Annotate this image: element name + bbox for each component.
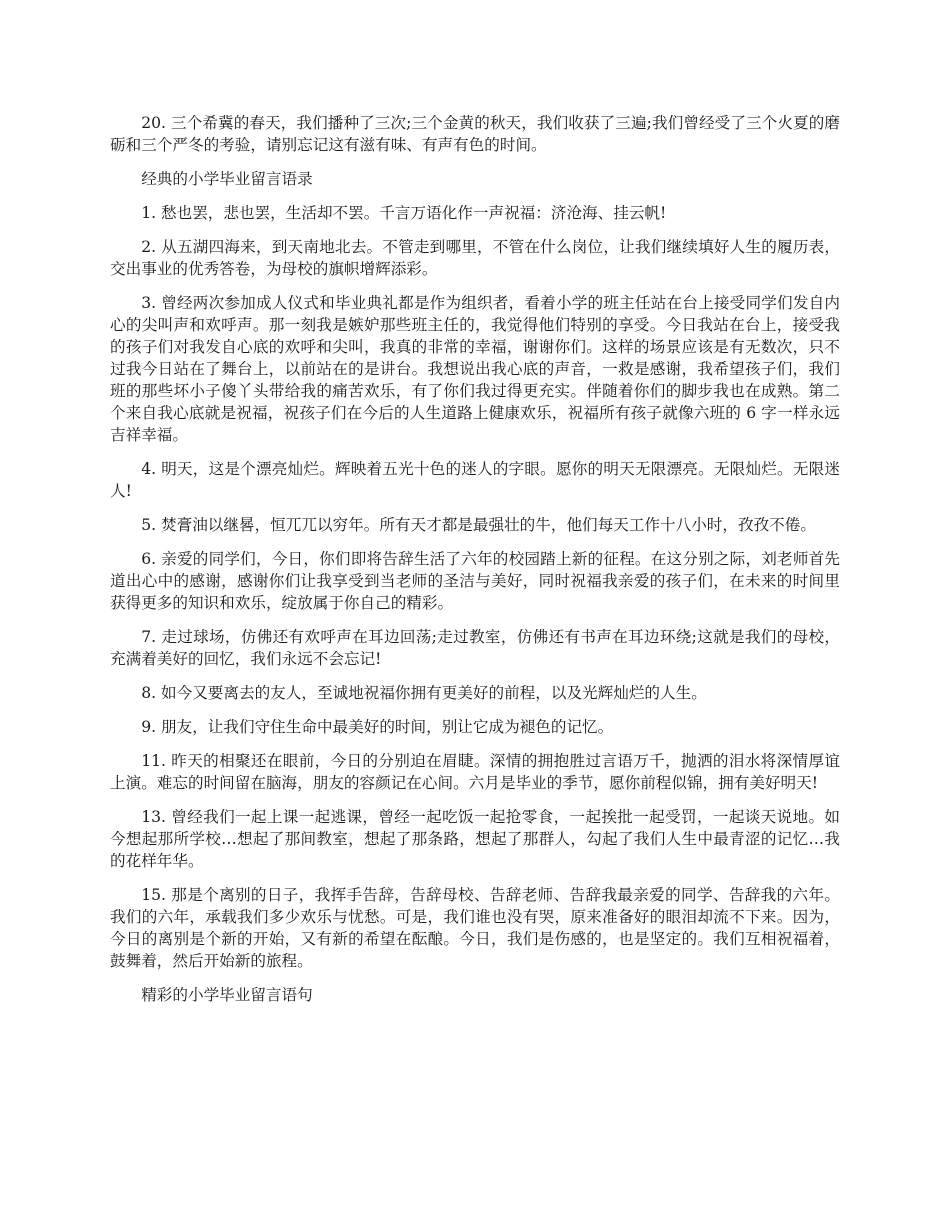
paragraph-7: 7. 走过球场，仿佛还有欢呼声在耳边回荡;走过教室，仿佛还有书声在耳边环绕;这就是我们的母校，充满着美好的回忆，我们永远不会忘记! [110,628,840,668]
paragraph-8: 8. 如今又要离去的友人，至诚地祝福你拥有更美好的前程，以及光辉灿烂的人生。 [141,684,707,702]
paragraph-2: 2. 从五湖四海来，到天南地北去。不管走到哪里，不管在什么岗位，让我们继续填好人生的履历表，交出事业的优秀答卷，为母校的旗帜增辉添彩。 [110,238,840,278]
paragraph-11: 11. 昨天的相聚还在眼前，今日的分别迫在眉睫。深情的拥抱胜过言语万千，抛洒的泪水将深情厚谊上演。难忘的时间留在脑海，朋友的容颜记在心间。六月是毕业的季节，愿你前程似锦，拥有美好明天! [110,752,840,792]
paragraph-20: 20. 三个希冀的春天，我们播种了三次;三个金黄的秋天，我们收获了三遍;我们曾经受了三个火夏的磨砺和三个严冬的考验，请别忘记这有滋有味、有声有色的时间。 [110,114,840,154]
paragraph-4: 4. 明天，这是个漂亮灿烂。辉映着五光十色的迷人的字眼。愿你的明天无限漂亮。无限灿烂。无限迷人! [110,460,840,500]
paragraph-15: 15. 那是个离别的日子，我挥手告辞，告辞母校、告辞老师、告辞我最亲爱的同学、告辞我的六年。我们的六年，承载我们多少欢乐与忧愁。可是，我们谁也没有哭，原来准备好的眼泪却流不下来。因为，今日的离别是个新的开始，又有新的希望在酝酿。今日，我们是伤感的，也是坚定的。我们互相祝福着，鼓舞着，然后开始新的旅程。 [110,886,840,970]
paragraph-5: 5. 焚膏油以继晷，恒兀兀以穷年。所有天才都是最强壮的牛，他们每天工作十八小时，孜孜不倦。 [141,516,816,534]
document-page [110,112,840,1018]
paragraph-13: 13. 曾经我们一起上课一起逃课，曾经一起吃饭一起抢零食，一起挨批一起受罚，一起谈天说地。如今想起那所学校…想起了那间教室，想起了那条路，想起了那群人，勾起了我们人生中最青涩的记忆…我的花样年华。 [110,808,840,870]
section-heading-classic: 经典的小学毕业留言语录 [141,170,313,188]
paragraph-3: 3. 曾经两次参加成人仪式和毕业典礼都是作为组织者，看着小学的班主任站在台上接受同学们发自内心的尖叫声和欢呼声。那一刻我是嫉妒那些班主任的，我觉得他们特别的享受。今日我站在台上，接受我的孩子们对我发自心底的欢呼和尖叫，我真的非常的幸福，谢谢你们。这样的场景应该是有无数次，只不过我今日站在了舞台上，以前站在的是讲台。我想说出我心底的声音，一救是感谢，我希望孩子们，我们班的那些坏小子傻丫头带给我的痛苦欢乐，有了你们我过得更充实。伴随着你们的脚步我也在成熟。第二个来自我心底就是祝福，祝孩子们在今后的人生道路上健康欢乐，祝福所有孩子就像六班的 6 字一样永远吉祥幸福。 [110,294,840,444]
paragraph-6: 6. 亲爱的同学们，今日，你们即将告辞生活了六年的校园踏上新的征程。在这分别之际，刘老师首先道出心中的感谢，感谢你们让我享受到当老师的圣洁与美好，同时祝福我亲爱的孩子们，在未来的时间里获得更多的知识和欢乐，绽放属于你自己的精彩。 [110,550,840,612]
section-heading-wonderful: 精彩的小学毕业留言语句 [141,986,313,1004]
paragraph-1: 1. 愁也罢，悲也罢，生活却不罢。千言万语化作一声祝福：济沧海、挂云帆! [141,204,667,222]
paragraph-9: 9. 朋友，让我们守住生命中最美好的时间，别让它成为褪色的记忆。 [141,718,614,736]
